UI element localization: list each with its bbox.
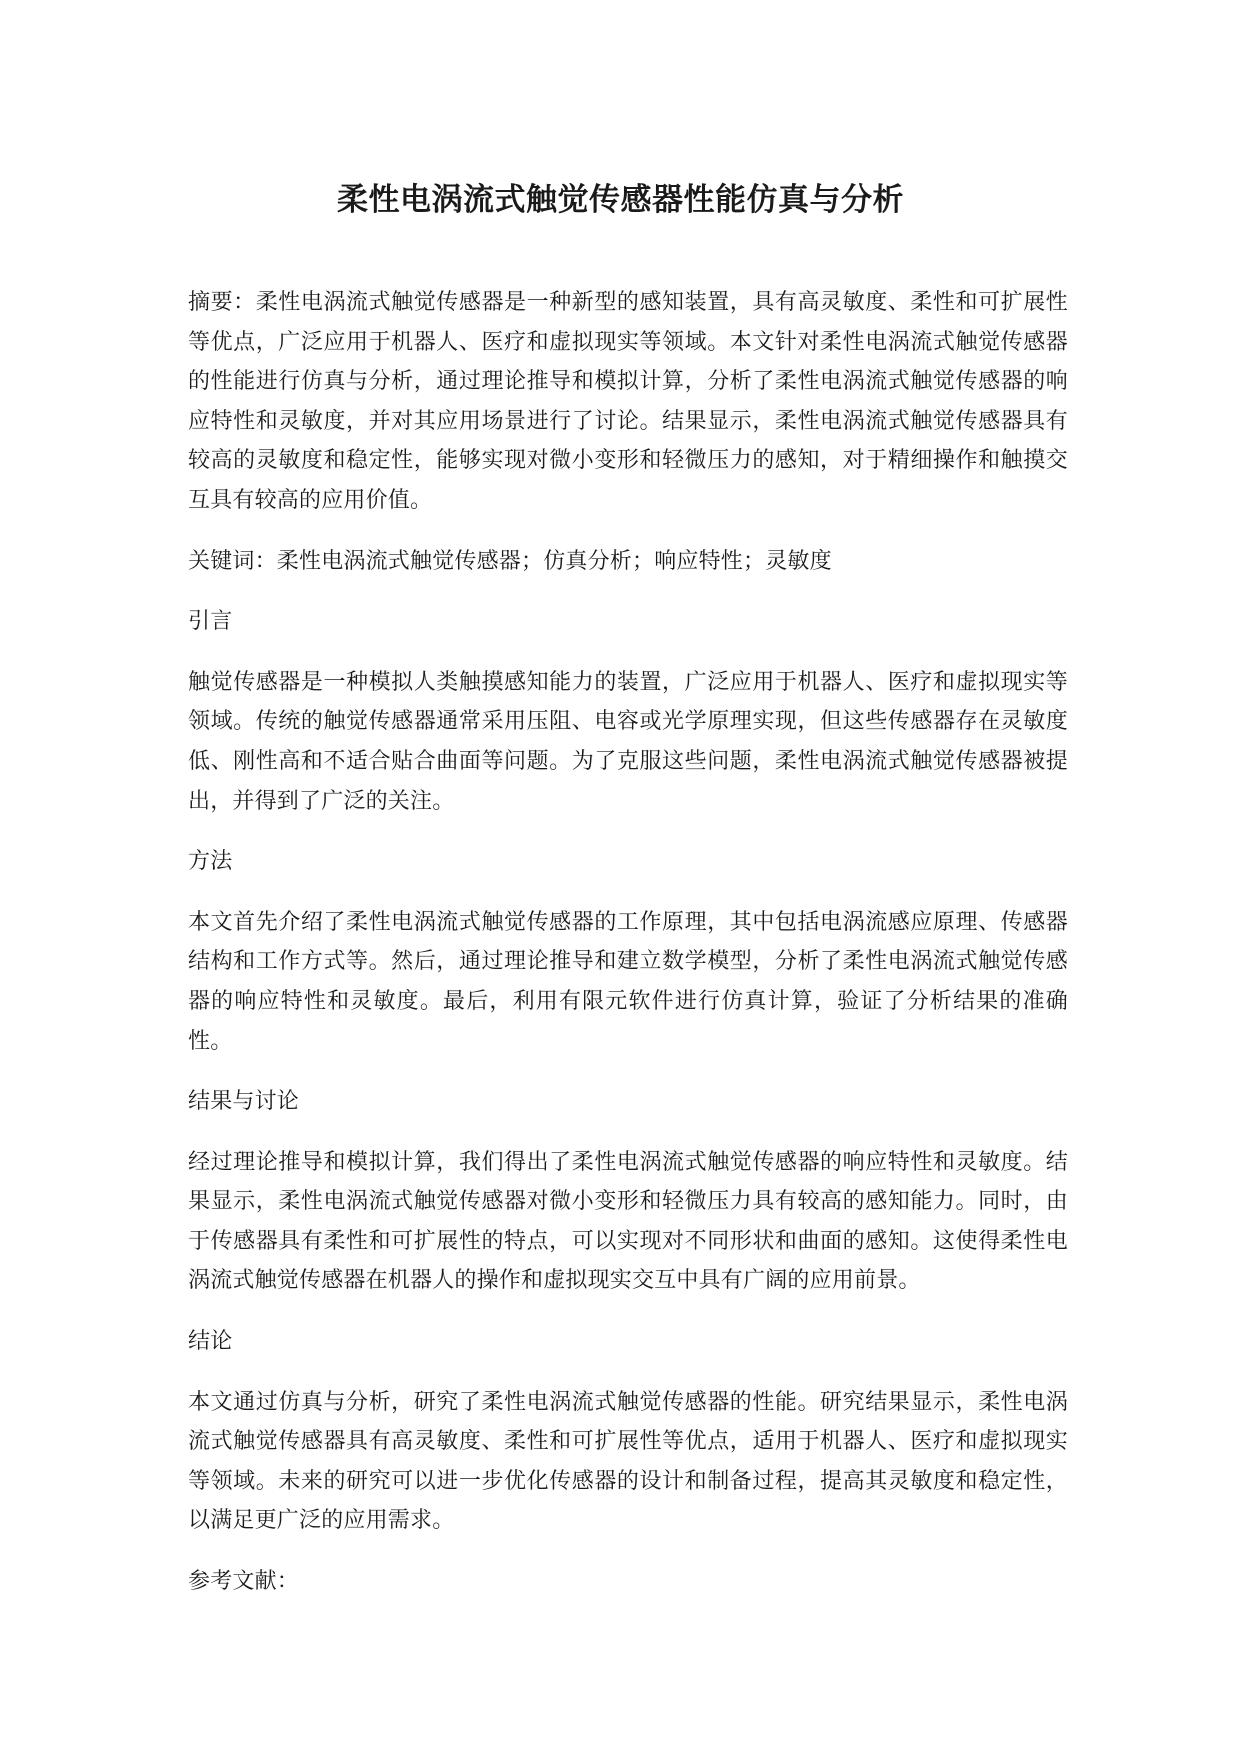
intro-paragraph: 触觉传感器是一种模拟人类触摸感知能力的装置，广泛应用于机器人、医疗和虚拟现实等领域。传统的触觉传感器通常采用压阻、电容或光学原理实现，但这些传感器存在灵敏度低、刚性高和不适合贴合曲面等问题。为了克服这些问题，柔性电涡流式触觉传感器被提出，并得到了广泛的关注。: [188, 669, 1068, 814]
document-title: 柔性电涡流式触觉传感器性能仿真与分析: [337, 182, 904, 218]
results-heading: 结果与讨论: [188, 1089, 300, 1115]
keywords-paragraph: 关键词：柔性电涡流式触觉传感器；仿真分析；响应特性；灵敏度: [188, 548, 832, 574]
method-paragraph: 本文首先介绍了柔性电涡流式触觉传感器的工作原理，其中包括电涡流感应原理、传感器结构和工作方式等。然后，通过理论推导和建立数学模型，分析了柔性电涡流式触觉传感器的响应特性和灵敏度。最后，利用有限元软件进行仿真计算，验证了分析结果的准确性。: [188, 909, 1068, 1054]
conclusion-heading: 结论: [188, 1329, 233, 1355]
document-body: [188, 283, 1068, 1623]
results-paragraph: 经过理论推导和模拟计算，我们得出了柔性电涡流式触觉传感器的响应特性和灵敏度。结果显示，柔性电涡流式触觉传感器对微小变形和轻微压力具有较高的感知能力。同时，由于传感器具有柔性和可扩展性的特点，可以实现对不同形状和曲面的感知。这使得柔性电涡流式触觉传感器在机器人的操作和虚拟现实交互中具有广阔的应用前景。: [188, 1149, 1068, 1294]
intro-heading: 引言: [188, 609, 233, 635]
abstract-paragraph: 摘要：柔性电涡流式触觉传感器是一种新型的感知装置，具有高灵敏度、柔性和可扩展性等优点，广泛应用于机器人、医疗和虚拟现实等领域。本文针对柔性电涡流式触觉传感器的性能进行仿真与分析，通过理论推导和模拟计算，分析了柔性电涡流式触觉传感器的响应特性和灵敏度，并对其应用场景进行了讨论。结果显示，柔性电涡流式触觉传感器具有较高的灵敏度和稳定性，能够实现对微小变形和轻微压力的感知，对于精细操作和触摸交互具有较高的应用价值。: [188, 290, 1068, 513]
method-heading: 方法: [188, 849, 233, 875]
conclusion-paragraph: 本文通过仿真与分析，研究了柔性电涡流式触觉传感器的性能。研究结果显示，柔性电涡流式触觉传感器具有高灵敏度、柔性和可扩展性等优点，适用于机器人、医疗和虚拟现实等领域。未来的研究可以进一步优化传感器的设计和制备过程，提高其灵敏度和稳定性，以满足更广泛的应用需求。: [188, 1389, 1068, 1534]
references-heading: 参考文献：: [188, 1569, 300, 1595]
